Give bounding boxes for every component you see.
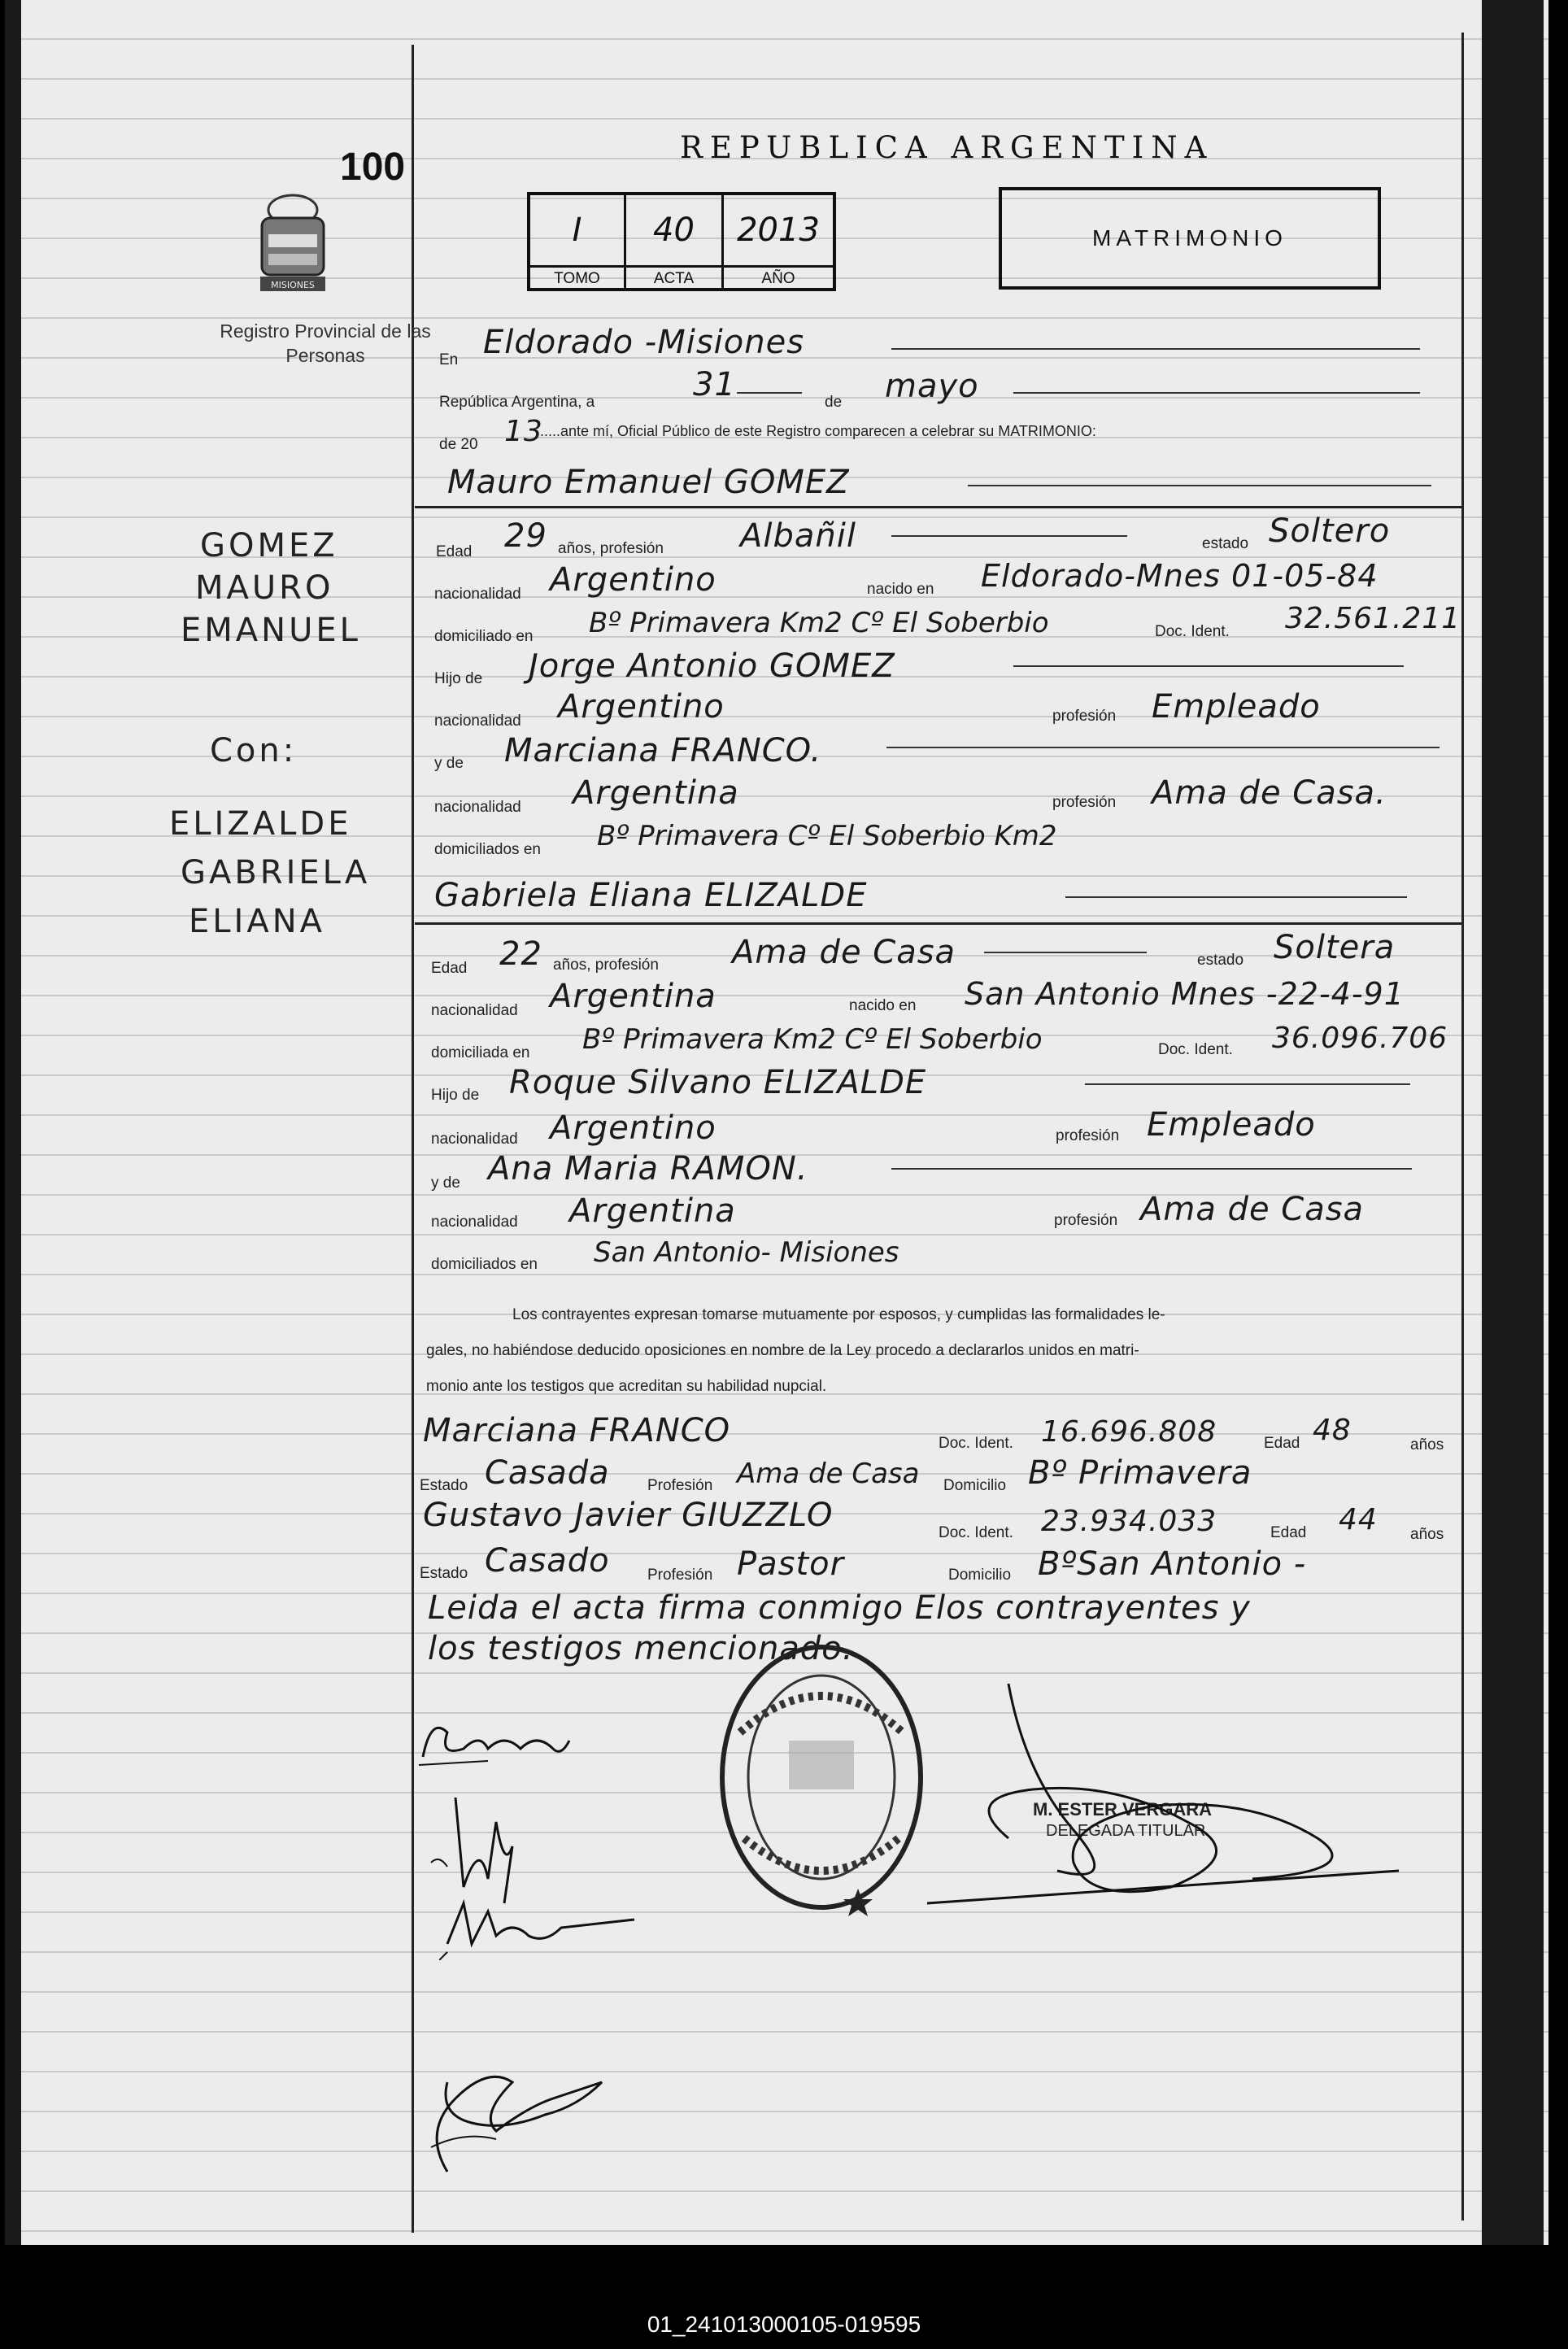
witness2-dom-label: Domicilio: [948, 1567, 1012, 1584]
rule: [891, 535, 1127, 537]
bride-yde-label: y de: [431, 1174, 460, 1192]
binding-edge: [1482, 0, 1544, 2245]
witness1-prof-label: Profesión: [647, 1477, 713, 1494]
groom-madre-nac-label: nacionalidad: [434, 799, 521, 816]
declaration-line-1: Los contrayentes expresan tomarse mutuamente por esposos, y cumplidas las formalidades le-: [512, 1306, 1165, 1323]
witness1-edad-label: Edad: [1264, 1435, 1300, 1452]
witness1-edad: 48: [1313, 1414, 1352, 1447]
bride-madre: Ana Maria RAMON.: [488, 1150, 808, 1188]
official-name: M. ESTER VERGARA: [1033, 1799, 1213, 1819]
margin-rule-left: [412, 45, 414, 2233]
bride-profesion: Ama de Casa: [732, 934, 956, 971]
groom-madre-prof-label: profesión: [1052, 794, 1117, 811]
bride-padre-prof: Empleado: [1147, 1106, 1316, 1144]
bride-padre-prof-label: profesión: [1056, 1127, 1120, 1144]
margin-bride-line-2: GABRIELA: [181, 854, 371, 891]
bride-domicilio: Bº Primavera Km2 Cº El Soberbio: [582, 1023, 1043, 1056]
rule: [984, 952, 1147, 953]
groom-domicilios: Bº Primavera Cº El Soberbio Km2: [597, 820, 1057, 852]
rule: [1085, 1083, 1410, 1085]
registration-box: [527, 192, 836, 291]
bride-edad: 22: [499, 935, 542, 973]
witness2-prof: Pastor: [737, 1545, 845, 1583]
document-code: 01_241013000105-019595: [647, 2312, 921, 2337]
declaration-line-3: monio ante los testigos que acreditan su habilidad nupcial.: [426, 1378, 827, 1395]
groom-madre: Marciana FRANCO.: [504, 732, 822, 769]
groom-hijo-label: Hijo de: [434, 670, 483, 687]
svg-text:MISIONES: MISIONES: [271, 280, 315, 290]
place: Eldorado -Misiones: [483, 324, 805, 361]
groom-padre-prof: Empleado: [1152, 688, 1321, 726]
section-divider: [415, 922, 1462, 925]
witness2-anos-label: años: [1410, 1526, 1444, 1543]
page-title: REPUBLICA ARGENTINA: [680, 130, 1214, 165]
witness2-doc-label: Doc. Ident.: [939, 1524, 1013, 1541]
rule: [1065, 896, 1407, 898]
groom-signature-icon: [415, 1700, 577, 1773]
republica-label: República Argentina, a: [439, 394, 595, 411]
groom-madre-nac: Argentina: [573, 774, 739, 812]
margin-bride-line-1: ELIZALDE: [169, 805, 352, 843]
bride-dom-label: domiciliada en: [431, 1044, 530, 1061]
groom-padre: Jorge Antonio GOMEZ: [529, 647, 895, 685]
bride-edad-label: Edad: [431, 960, 468, 977]
groom-padre-nac: Argentino: [558, 688, 725, 726]
closing-line-1: Leida el acta firma conmigo Elos contrayentes y: [428, 1589, 1251, 1627]
groom-estado: Soltero: [1269, 512, 1391, 550]
margin-con: Con:: [210, 732, 298, 769]
day: 31: [693, 366, 736, 403]
rule: [1013, 392, 1420, 394]
groom-doc: 32.561.211: [1285, 602, 1461, 635]
witness2-edad: 44: [1339, 1503, 1378, 1536]
witness1-dom: Bº Primavera: [1028, 1454, 1252, 1492]
bride-estado: Soltera: [1274, 929, 1396, 966]
groom-name: Mauro Emanuel GOMEZ: [447, 464, 850, 501]
witness2-prof-label: Profesión: [647, 1567, 713, 1584]
witness1-estado-label: Estado: [420, 1477, 468, 1494]
witness2-dom: BºSan Antonio -: [1038, 1545, 1307, 1583]
groom-madre-prof: Ama de Casa.: [1152, 774, 1387, 812]
bride-signature-icon: [423, 1789, 537, 1911]
section-divider: [415, 506, 1462, 508]
official-role: DELEGADA TITULAR: [1046, 1822, 1206, 1840]
bride-nac-label: nacionalidad: [431, 1002, 518, 1019]
bride-doc: 36.096.706: [1272, 1022, 1448, 1055]
witness2-signature-icon: [415, 2033, 626, 2180]
rule: [891, 1168, 1412, 1170]
groom-nacionalidad: Argentino: [550, 561, 716, 599]
de-label: de: [825, 394, 843, 411]
rule: [968, 485, 1431, 486]
groom-nac-label: nacionalidad: [434, 586, 521, 603]
year-text: .....ante mí, Oficial Público de este Registro comparecen a celebrar su MATRIMONIO:: [540, 423, 1096, 439]
groom-dom-label: domiciliado en: [434, 628, 534, 645]
bride-doc-label: Doc. Ident.: [1158, 1041, 1233, 1058]
rule: [737, 392, 802, 394]
declaration-line-2: gales, no habiéndose deducido oposiciones en nombre de la Ley procedo a declararlos unidos en matri-: [426, 1342, 1139, 1359]
witness2-name: Gustavo Javier GIUZZLO: [423, 1497, 834, 1534]
bride-nacido: San Antonio Mnes -22-4-91: [965, 976, 1405, 1012]
bride-madre-nac-label: nacionalidad: [431, 1214, 518, 1231]
rule: [1013, 665, 1404, 667]
month: mayo: [885, 368, 979, 405]
margin-bride-line-3: ELIANA: [189, 903, 326, 940]
witness1-name: Marciana FRANCO: [423, 1412, 731, 1449]
groom-padre-prof-label: profesión: [1052, 708, 1117, 725]
tomo-label: TOMO: [530, 265, 626, 290]
coat-of-arms-icon: [244, 185, 342, 307]
bride-madre-prof: Ama de Casa: [1140, 1191, 1365, 1228]
witness2-doc: 23.934.033: [1041, 1505, 1217, 1538]
act-type-box: MATRIMONIO: [999, 187, 1381, 290]
bride-padre-nac-label: nacionalidad: [431, 1131, 518, 1148]
bride-madre-nac: Argentina: [569, 1192, 736, 1230]
groom-nacido-label: nacido en: [867, 581, 934, 598]
witness2-estado: Casado: [485, 1542, 610, 1580]
witness1-estado: Casada: [485, 1454, 610, 1492]
witness2-estado-label: Estado: [420, 1565, 468, 1582]
groom-profesion: Albañil: [740, 517, 856, 555]
bride-doms-label: domiciliados en: [431, 1256, 538, 1273]
margin-groom-line-2: MAURO: [195, 569, 334, 607]
year-suffix: 13: [504, 415, 543, 448]
margin-groom-line-1: GOMEZ: [200, 527, 338, 564]
witness1-anos-label: años: [1410, 1436, 1444, 1453]
tomo-value: I: [530, 195, 626, 265]
page-number: 100: [340, 146, 406, 189]
bride-anos-label: años, profesión: [553, 957, 659, 974]
registry-seal-icon: [708, 1635, 935, 1920]
witness1-doc-label: Doc. Ident.: [939, 1435, 1013, 1452]
year-prefix: de 20: [439, 436, 478, 453]
acta-label: ACTA: [626, 265, 724, 290]
en-label: En: [439, 351, 459, 368]
groom-nacido: Eldorado-Mnes 01-05-84: [981, 558, 1379, 594]
rule: [886, 747, 1440, 748]
official-signature-icon: [911, 1676, 1464, 1920]
bride-padre: Roque Silvano ELIZALDE: [509, 1064, 927, 1101]
registry-name: Registro Provincial de las Personas: [220, 320, 431, 366]
anio-value: 2013: [737, 211, 820, 249]
groom-edad: 29: [504, 517, 547, 555]
acta-value: 40: [626, 195, 724, 265]
margin-groom-line-3: EMANUEL: [181, 612, 361, 649]
bride-nacido-label: nacido en: [849, 997, 917, 1014]
groom-doc-label: Doc. Ident.: [1155, 623, 1230, 640]
witness1-prof: Ama de Casa: [737, 1458, 920, 1490]
witness1-dom-label: Domicilio: [943, 1477, 1007, 1494]
bride-domicilios: San Antonio- Misiones: [594, 1236, 899, 1269]
anio-label: AÑO: [724, 265, 833, 290]
bride-hijo-label: Hijo de: [431, 1087, 480, 1104]
witness1-doc: 16.696.808: [1041, 1415, 1217, 1449]
groom-estado-label: estado: [1202, 535, 1249, 552]
groom-padre-nac-label: nacionalidad: [434, 713, 521, 730]
groom-yde-label: y de: [434, 755, 464, 772]
groom-anos-label: años, profesión: [558, 540, 664, 557]
bride-madre-prof-label: profesión: [1054, 1212, 1118, 1229]
bride-estado-label: estado: [1197, 952, 1244, 969]
witness2-edad-label: Edad: [1270, 1524, 1307, 1541]
bride-nacionalidad: Argentina: [550, 978, 716, 1015]
bride-padre-nac: Argentino: [550, 1109, 716, 1147]
groom-domicilio: Bº Primavera Km2 Cº El Soberbio: [589, 607, 1049, 639]
witness1-signature-icon: [439, 1895, 651, 1960]
rule: [891, 348, 1420, 350]
bride-name: Gabriela Eliana ELIZALDE: [434, 877, 868, 914]
groom-doms-label: domiciliados en: [434, 841, 541, 858]
groom-edad-label: Edad: [436, 543, 473, 560]
closing-line-2: los testigos mencionado.: [428, 1630, 854, 1667]
